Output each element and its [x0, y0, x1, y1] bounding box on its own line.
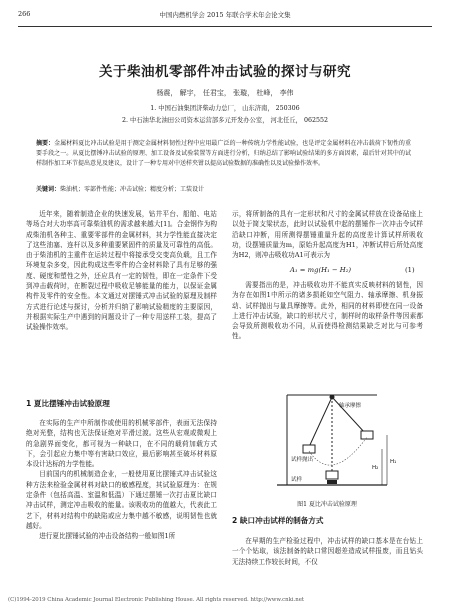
swing-arc — [309, 437, 367, 465]
specimen-label: 试样 — [291, 477, 303, 483]
intro-paragraph — [26, 209, 217, 333]
affiliation-1: 1. 中国石油集团济柴动力总厂， 山东济南， 250306 — [150, 105, 300, 112]
col2-text-1: 示，将所制备的具有一定形状和尺寸的金属试样放在设备砧座上以处于简支梁状态，此时以试验机中起的摆锤作一次冲击令试样沿缺口冲断，用所测得摆锤重量升起的高度差计算试样所吸收功，设摆锤质量为m，原始升起高度为H1，冲断试样后所处高度为H2，则冲击吸收功A1可表示为 — [232, 210, 423, 260]
copyright-footer: (C)1994-2019 China Academic Journal Electronic Publishing House. All rights reserved. http://www.cnki.net — [8, 597, 305, 603]
col2-para-2 — [232, 280, 423, 342]
col2-para-3 — [232, 536, 423, 567]
page-header — [18, 10, 432, 24]
figure-1-caption: 图1 夏比冲击试验原理 — [297, 501, 357, 508]
abstract-text: 金属材料夏比冲击试验是用于测定金属材料韧性过程中应用最广泛的一种传统力学性能试验，也是评定金属材料在冲击载荷下韧性的重要手段之一。从夏比摆锤冲击试验的原理、加工设备及试验装置等方面进行分析，归纳总结了影响试验结果的多方面因素，最后针对其中的试样制作加工环节提出意见及建议，设计了一种专用对中送样夹钳以提高试验数据的准确性以及试验操作效率。 — [36, 140, 411, 167]
section-1-para-3: 进行夏比摆锤试验的冲击设备结构一般如图1所 — [39, 532, 176, 541]
h1-label: H₁ — [390, 459, 397, 465]
col2-text-3: 在早期的生产检验过程中，冲击试样的缺口基本是在台钻上一个个钻取，该法制备的缺口常因超差造成试样报废，而且钻头无法持续工作较长时间，不仅 — [232, 537, 423, 566]
pendulum-diagram — [247, 385, 407, 495]
specimen-throw-label: 试样抛出 — [291, 457, 314, 463]
hammer-end — [361, 431, 373, 439]
header-rule — [18, 26, 432, 27]
running-title: 中国内燃机学会 2015 年联合学术年会论文集 — [159, 11, 291, 19]
hammer-bottom — [326, 471, 338, 479]
formula-number: (1) — [405, 266, 415, 274]
hammer-start — [303, 445, 315, 453]
abstract-label: 摘要： — [36, 140, 55, 147]
keywords-label: 关键词： — [36, 186, 61, 193]
intro-text: 近年来，随着制造企业的快速发展，钻井平台、船舶、电站等场合对大功率高可靠柴油机的需求越来越大[1]。合金钢作为构成柴油机各种主、重要零部件的金属材料，其力学性能直接决定了这些油塞、连杆以及多种重要紧固件的质量及可靠性的高低。由于柴油机的主重件在运转过程中将接承受交变高负载，且工作环境复杂多变，因此构成这些零件的合金材料除了具有足够的强度、硬度和塑性之外，还应具有一定的韧性，即在一定条件下受到冲击载荷时，在断裂过程中吸收足够能量的能力，以保证金属构件及零件的安全性。本文通过对摆锤式冲击试验的原理及制样方式进行论述与探讨，分析并归纳了影响试验精度的主要原因，并根据实际生产中遇到的问题设计了一种专用送样工装，提高了试验操作效率。 — [26, 210, 217, 332]
page-number: 266 — [18, 10, 31, 18]
section-1-para-2: 目前国内的机械制造企业，一般使用夏比摆锤式冲击试验这种方法来检验金属材料对缺口的敏感程度，其试验原理为：在规定条件（包括高温、室温和低温）下通过摆锤一次打击夏比缺口冲击试样，测定冲击吸收的能量。该吸收功的值越大，代表此工艺下，材料对结构中的缺陷或应力集中越不敏感，说明韧性也就越好。 — [26, 470, 217, 530]
h2-label: H₂ — [372, 465, 379, 471]
formula-1: A₁ = mg(H₁ − H₂) — [290, 266, 352, 274]
col2-text-2: 需要指出的是，冲击吸收功并不能真实反映材料的韧性，因为存在如图1中所示的诸多损耗如空气阻力、轴承摩擦、机身振动、试样抛出与量具摩擦等。此外，相同的材料即使在同一设备上进行冲击试验，缺口的形状尺寸，制样时的取样条件等因素都会导致所测吸收功不同，从而使得检测结果缺乏对比与可参考性。 — [232, 281, 423, 341]
specimen-mark — [327, 480, 337, 484]
keywords-text: 柴油机；零部件性能；冲击试验；精度分析；工装设计 — [60, 186, 205, 193]
pendulum-arm-start — [309, 397, 332, 447]
paper-title: 关于柴油机零部件冲击试验的探讨与研究 — [99, 64, 351, 80]
keywords — [36, 184, 411, 193]
section-2-heading: 2 缺口冲击试样的制备方式 — [232, 516, 324, 525]
section-1-heading: 1 夏比摆锤冲击试验原理 — [26, 399, 110, 408]
col2-para-1 — [232, 209, 423, 260]
figure-1 — [247, 385, 407, 508]
section-1-body — [26, 418, 217, 542]
affiliation-2: 2. 中石油华北油田公司资本运营部多元开发办公室， 河北任丘， 062552 — [121, 117, 329, 124]
bearing-friction-label: 轴承摩擦 — [339, 403, 362, 409]
section-1-para-1: 在实际的生产中所制作或使用的机械零部件，表面无法保持绝对光整，结构也无法保证绝对平滑过渡。这些从宏观或微观上的急剧界面变化，都可视为一种缺口，在不同的载荷加载方式下，会引起应力集中等有害缺口效应，最后影响甚至破坏材料原本设计达标的力学性能。 — [26, 419, 217, 469]
authors: 杨震， 解宇， 任君宝， 张璇， 杜峰， 李伟 — [156, 89, 294, 97]
abstract — [36, 139, 411, 169]
